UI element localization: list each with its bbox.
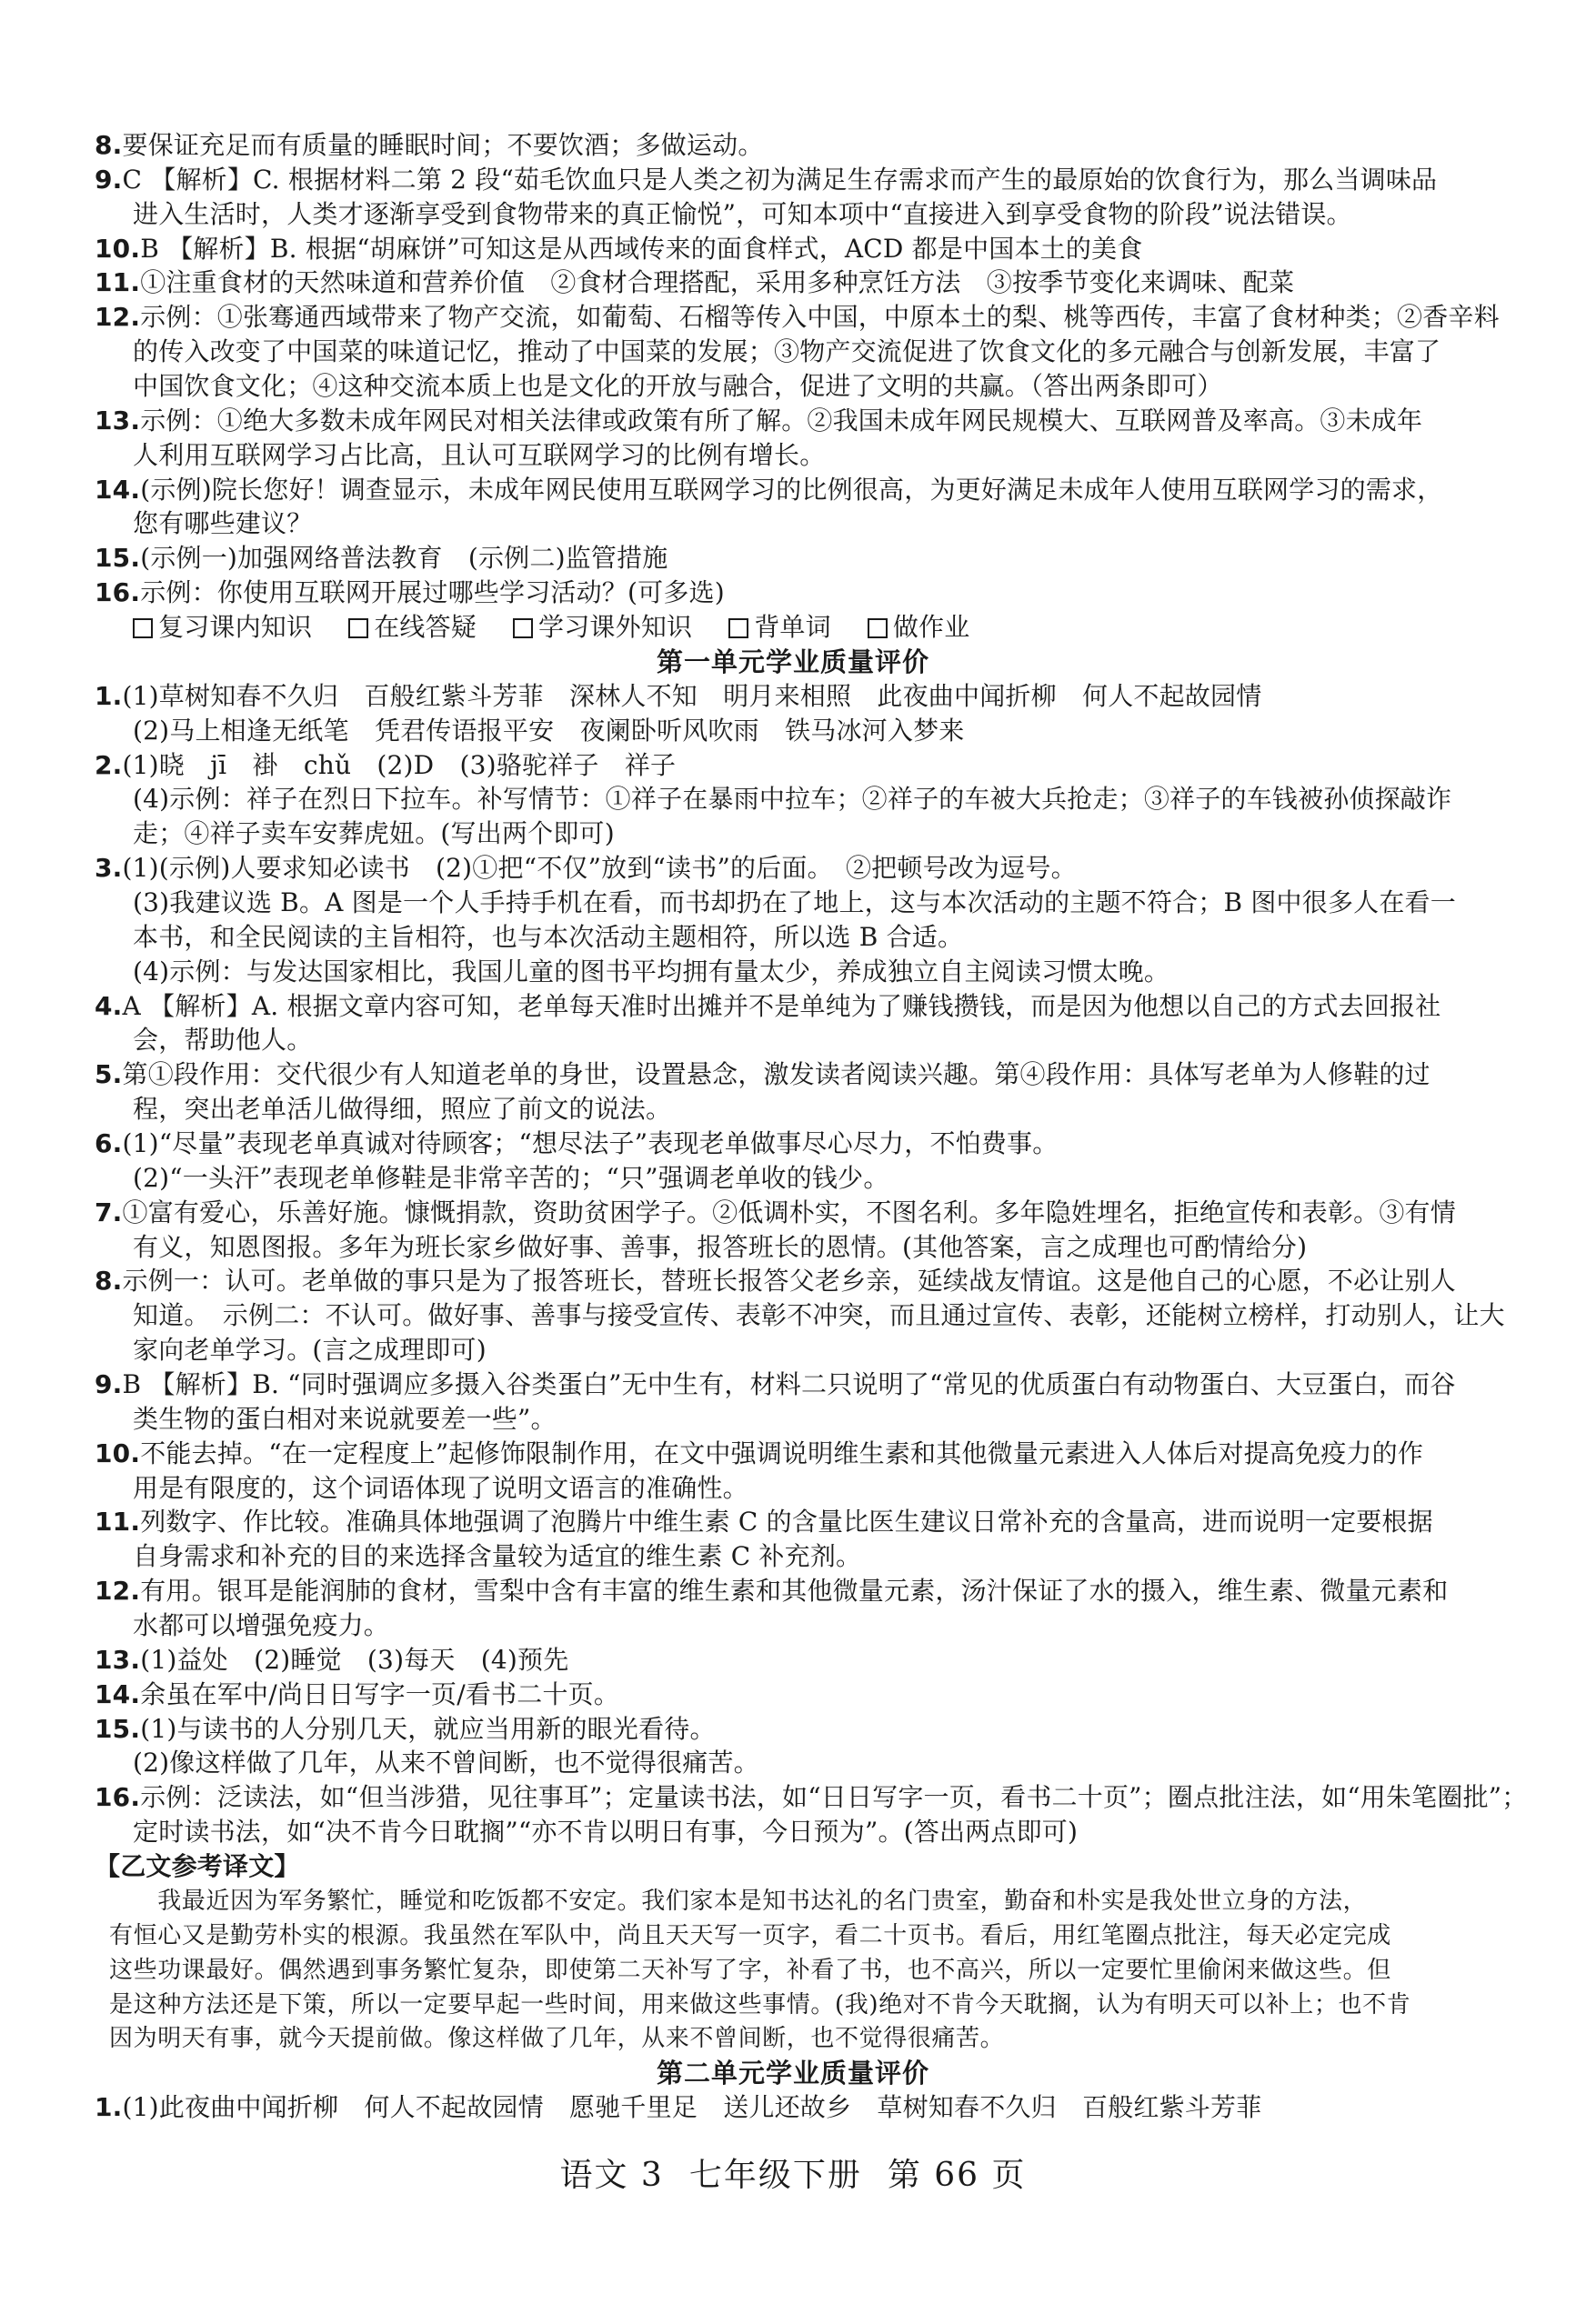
- checkbox-label: 背单词: [754, 612, 831, 642]
- answer-line: [133, 506, 1551, 542]
- footer-subject: 语文 3: [559, 2157, 664, 2194]
- answer-text: (1)此夜曲中闻折柳 何人不起故园情 愿驰千里足 送儿还故乡 草树知春不久归 百般红紫斗芳菲: [122, 2092, 1262, 2122]
- checkbox-option: [728, 609, 831, 646]
- answer-text: 示例：①张骞通西域带来了物产交流，如葡萄、石榴等传入中国，中原本土的梨、桃等西传，丰富了食材种类；②香辛料: [140, 302, 1500, 332]
- answer-text: (4)示例：与发达国家相比，我国儿童的图书平均拥有量太少，养成独立自主阅读习惯太晚。: [133, 957, 1170, 987]
- answer-text: 示例一：认可。老单做的事只是为了报答班长，替班长报答父老乡亲，延续战友情谊。这是他自己的心愿，不必让别人: [122, 1266, 1456, 1296]
- answer-text: (1)晓 jī 褂 chǔ (2)D (3)骆驼祥子 祥子: [122, 750, 677, 780]
- answer-line: [133, 196, 1551, 233]
- answer-text: A 【解析】A. 根据文章内容可知，老单每天准时出摊并不是单纯为了赚钱攒钱，而是因为他想以自己的方式去回报社: [122, 991, 1441, 1021]
- answer-text: 水都可以增强免疫力。: [133, 1610, 390, 1640]
- answer-line: [133, 1332, 1551, 1368]
- answer-line: [133, 1297, 1551, 1334]
- question-number: 1.: [95, 681, 123, 711]
- answer-line: [95, 1711, 1513, 1748]
- section-title: 第一单元学业质量评价: [656, 646, 929, 677]
- question-number: 15.: [95, 1714, 141, 1744]
- answer-text: 会，帮助他人。: [133, 1025, 313, 1055]
- checkbox-square-icon: [868, 618, 888, 638]
- checkbox-label: 学习课外知识: [538, 612, 693, 642]
- question-number: 13.: [95, 1645, 141, 1675]
- question-number: 16.: [95, 577, 141, 607]
- answer-line: [95, 678, 1513, 715]
- answer-line: [133, 781, 1551, 817]
- answer-line: [95, 1642, 1513, 1678]
- answer-text: 知道。 示例二：不认可。做好事、善事与接受宣传、表彰不冲突，而且通过宣传、表彰，还能树立榜样，打动别人，让大: [133, 1300, 1505, 1330]
- answer-text: (3)我建议选 B。A 图是一个人手持手机在看，而书却扔在了地上，这与本次活动的主题不符合；B 图中很多人在看一: [133, 887, 1456, 917]
- answer-text: (2)“一头汗”表现老单修鞋是非常辛苦的；“只”强调老单收的钱少。: [133, 1163, 889, 1193]
- checkbox-options: [133, 609, 1551, 646]
- question-number: 11.: [95, 1507, 141, 1537]
- answer-line: [95, 472, 1513, 508]
- answer-text: 类生物的蛋白相对来说就要差一些”。: [133, 1404, 557, 1434]
- answer-line: [133, 1022, 1551, 1058]
- translation-line: 我最近因为军务繁忙，睡觉和吃饭都不安定。我们家本是知书达礼的名门贵室，勤奋和朴实是我处世立身的方法，: [109, 1888, 1368, 1915]
- answer-text: 示例：你使用互联网开展过哪些学习活动？(可多选): [140, 577, 725, 607]
- answer-line: [133, 368, 1551, 405]
- footer-page: 第 66 页: [887, 2157, 1027, 2194]
- page-footer: [0, 2153, 1586, 2199]
- answer-line: [95, 2089, 1513, 2126]
- answer-text: 第①段作用：交代很少有人知道老单的身世，设置悬念，激发读者阅读兴趣。第④段作用：具体写老单为人修鞋的过: [122, 1059, 1430, 1089]
- question-number: 3.: [95, 853, 123, 883]
- question-number: 14.: [95, 1679, 141, 1709]
- question-number: 12.: [95, 1576, 141, 1606]
- translation-line: 因为明天有事，就今天提前做。像这样做了几年，从来不曾间断，也不觉得很痛苦。: [109, 2025, 1005, 2052]
- answer-line: [95, 1367, 1513, 1403]
- answer-text: 用是有限度的，这个词语体现了说明文语言的准确性。: [133, 1473, 748, 1503]
- answer-line: [133, 816, 1551, 852]
- answer-line: [95, 231, 1513, 267]
- checkbox-option: [348, 609, 477, 646]
- question-number: 1.: [95, 2092, 123, 2122]
- answer-line: [133, 919, 1551, 956]
- answer-line: [133, 1091, 1551, 1127]
- answer-line: [95, 988, 1513, 1025]
- question-number: 4.: [95, 991, 123, 1021]
- answer-line: [133, 1814, 1551, 1850]
- checkbox-label: 复习课内知识: [158, 612, 313, 642]
- question-number: 9.: [95, 165, 123, 195]
- answer-line: [95, 1504, 1513, 1540]
- translation-line: 这些功课最好。偶然遇到事务繁忙复杂，即使第二天补写了字，补看了书，也不高兴，所以一定要忙里偷闲来做这些。但: [109, 1957, 1391, 1984]
- question-number: 7.: [95, 1197, 123, 1227]
- question-number: 10.: [95, 1438, 141, 1468]
- section-title: 第二单元学业质量评价: [656, 2058, 929, 2089]
- answer-text: 不能去掉。“在一定程度上”起修饰限制作用，在文中强调说明维生素和其他微量元素进入人体后对提高免疫力的作: [140, 1438, 1424, 1468]
- answer-line: [133, 1538, 1551, 1575]
- question-number: 13.: [95, 406, 141, 436]
- answer-line: [95, 1195, 1513, 1231]
- answer-text: (4)示例：祥子在烈日下拉车。补写情节：①祥子在暴雨中拉车；②祥子的车被大兵抢走；③祥子的车钱被孙侦探敲诈: [133, 784, 1452, 814]
- answer-text: (1)益处 (2)睡觉 (3)每天 (4)预先: [140, 1645, 569, 1675]
- answer-line: [95, 747, 1513, 784]
- answer-line: [133, 713, 1551, 749]
- question-number: 8.: [95, 1266, 123, 1296]
- answer-text: (2)马上相逢无纸笔 凭君传语报平安 夜阑卧听风吹雨 铁马冰河入梦来: [133, 716, 965, 746]
- answer-text: 程，突出老单活儿做得细，照应了前文的说法。: [133, 1094, 672, 1124]
- answer-line: [133, 1229, 1551, 1266]
- answer-text: (1)草树知春不久归 百般红紫斗芳菲 深林人不知 明月来相照 此夜曲中闻折柳 何人不起故园情: [122, 681, 1262, 711]
- answer-text: 您有哪些建议？: [133, 508, 313, 538]
- footer-grade: 七年级下册: [688, 2157, 862, 2194]
- answer-line: [133, 1608, 1551, 1644]
- answer-line: [95, 540, 1513, 576]
- question-number: 11.: [95, 267, 141, 297]
- answer-line: [133, 1745, 1551, 1781]
- answer-line: [95, 1263, 1513, 1299]
- answer-line: [133, 1401, 1551, 1437]
- answer-text: 余虽在军中/尚日日写字一页/看书二十页。: [140, 1679, 620, 1709]
- checkbox-option: [133, 609, 312, 646]
- answer-text: 列数字、作比较。准确具体地强调了泡腾片中维生素 C 的含量比医生建议日常补充的含量高，进而说明一定要根据: [140, 1507, 1433, 1537]
- answer-text: (1)与读书的人分别几天，就应当用新的眼光看待。: [140, 1714, 716, 1744]
- answer-line: [95, 1573, 1513, 1609]
- answer-line: [95, 265, 1513, 301]
- answer-line: [95, 1436, 1513, 1472]
- answer-line: [95, 127, 1513, 164]
- question-number: 10.: [95, 234, 141, 264]
- question-number: 15.: [95, 543, 141, 573]
- answer-line: [95, 1677, 1513, 1713]
- answer-line: [133, 437, 1551, 474]
- answer-text: 有义，知恩图报。多年为班长家乡做好事、善事，报答班长的恩情。(其他答案，言之成理也可酌情给分): [133, 1232, 1308, 1262]
- answer-text: B 【解析】B. “同时强调应多摄入谷类蛋白”无中生有，材料二只说明了“常见的优质蛋白有动物蛋白、大豆蛋白，而谷: [122, 1369, 1456, 1399]
- answer-text: ①注重食材的天然味道和营养价值 ②食材合理搭配，采用多种烹饪方法 ③按季节变化来调味、配菜: [140, 267, 1295, 297]
- checkbox-option: [513, 609, 692, 646]
- answer-line: [95, 850, 1513, 887]
- question-number: 6.: [95, 1128, 123, 1158]
- answer-text: (1)“尽量”表现老单真诚对待顾客；“想尽法子”表现老单做事尽心尽力，不怕费事。: [122, 1128, 1059, 1158]
- question-number: 2.: [95, 750, 123, 780]
- question-number: 8.: [95, 130, 123, 160]
- answer-text: C 【解析】C. 根据材料二第 2 段“茹毛饮血只是人类之初为满足生存需求而产生的最原始的饮食行为，那么当调味品: [122, 165, 1438, 195]
- checkbox-square-icon: [133, 618, 153, 638]
- checkbox-option: [868, 609, 970, 646]
- answer-text: 走；④祥子卖车安葬虎妞。(写出两个即可): [133, 818, 615, 848]
- answer-line: [95, 162, 1513, 198]
- question-number: 16.: [95, 1782, 141, 1812]
- question-number: 14.: [95, 475, 141, 505]
- checkbox-square-icon: [513, 618, 533, 638]
- translation-line: 是这种方法还是下策，所以一定要早起一些时间，用来做这些事情。(我)绝对不肯今天耽搁，认为有明天可以补上；也不肯: [109, 1991, 1411, 2018]
- answer-text: 的传入改变了中国菜的味道记忆，推动了中国菜的发展；③物产交流促进了饮食文化的多元融合与创新发展，丰富了: [133, 336, 1441, 366]
- answer-line: [133, 334, 1551, 370]
- answer-text: 中国饮食文化；④这种交流本质上也是文化的开放与融合，促进了文明的共赢。（答出两条即可）: [133, 371, 1223, 401]
- question-number: 5.: [95, 1059, 123, 1089]
- answer-line: [133, 885, 1551, 921]
- translation-line: 有恒心又是勤劳朴实的根源。我虽然在军队中，尚且天天写一页字，看二十页书。看后，用红笔圈点批注，每天必定完成: [109, 1922, 1391, 1949]
- translation-heading: 【乙文参考译文】: [95, 1851, 300, 1881]
- answer-text: 示例：泛读法，如“但当涉猎，见往事耳”；定量读书法，如“日日写字一页，看书二十页”；圈点批注法，如“用朱笔圈批”；: [140, 1782, 1528, 1812]
- checkbox-square-icon: [348, 618, 368, 638]
- answer-text: 要保证充足而有质量的睡眠时间；不要饮酒；多做运动。: [122, 130, 764, 160]
- answer-text: 定时读书法，如“决不肯今日耽搁”“亦不肯以明日有事，今日预为”。(答出两点即可): [133, 1817, 1079, 1847]
- answer-text: 家向老单学习。(言之成理即可): [133, 1335, 487, 1365]
- answer-line: [133, 1470, 1551, 1507]
- answer-line: [95, 1057, 1513, 1093]
- answer-line: [133, 954, 1551, 990]
- question-number: 9.: [95, 1369, 123, 1399]
- question-number: 12.: [95, 302, 141, 332]
- checkbox-label: 做作业: [892, 612, 970, 642]
- answer-text: (示例一)加强网络普法教育 (示例二)监管措施: [140, 543, 668, 573]
- answer-text: 本书，和全民阅读的主旨相符，也与本次活动主题相符，所以选 B 合适。: [133, 922, 964, 952]
- answer-text: (示例)院长您好！调查显示，未成年网民使用互联网学习的比例很高，为更好满足未成年人使用互联网学习的需求，: [140, 475, 1443, 505]
- checkbox-square-icon: [728, 618, 748, 638]
- answer-text: 示例：①绝大多数未成年网民对相关法律或政策有所了解。②我国未成年网民规模大、互联网普及率高。③未成年: [140, 406, 1423, 436]
- answer-text: 自身需求和补充的目的来选择含量较为适宜的维生素 C 补充剂。: [133, 1541, 862, 1571]
- answer-text: 有用。银耳是能润肺的食材，雪梨中含有丰富的维生素和其他微量元素，汤汁保证了水的摄入，维生素、微量元素和: [140, 1576, 1449, 1606]
- answer-text: (2)像这样做了几年，从来不曾间断，也不觉得很痛苦。: [133, 1748, 759, 1778]
- answer-text: 进入生活时，人类才逐渐享受到食物带来的真正愉悦”，可知本项中“直接进入到享受食物的阶段”说法错误。: [133, 199, 1352, 229]
- answer-text: (1)(示例)人要求知必读书 (2)①把“不仅”放到“读书”的后面。 ②把顿号改为逗号。: [122, 853, 1077, 883]
- checkbox-label: 在线答疑: [374, 612, 477, 642]
- answer-line: [95, 299, 1513, 336]
- answer-text: ①富有爱心，乐善好施。慷慨捐款，资助贫困学子。②低调朴实，不图名利。多年隐姓埋名，拒绝宣传和表彰。③有情: [122, 1197, 1456, 1227]
- answer-line: [95, 403, 1513, 439]
- answer-line: [95, 1126, 1513, 1162]
- answer-text: 人利用互联网学习占比高，且认可互联网学习的比例有增长。: [133, 440, 826, 470]
- answer-text: B 【解析】B. 根据“胡麻饼”可知这是从西域传来的面食样式，ACD 都是中国本土的美食: [140, 234, 1143, 264]
- answer-line: [95, 1779, 1528, 1816]
- answer-line: [133, 1160, 1551, 1197]
- answer-line: [95, 575, 1513, 611]
